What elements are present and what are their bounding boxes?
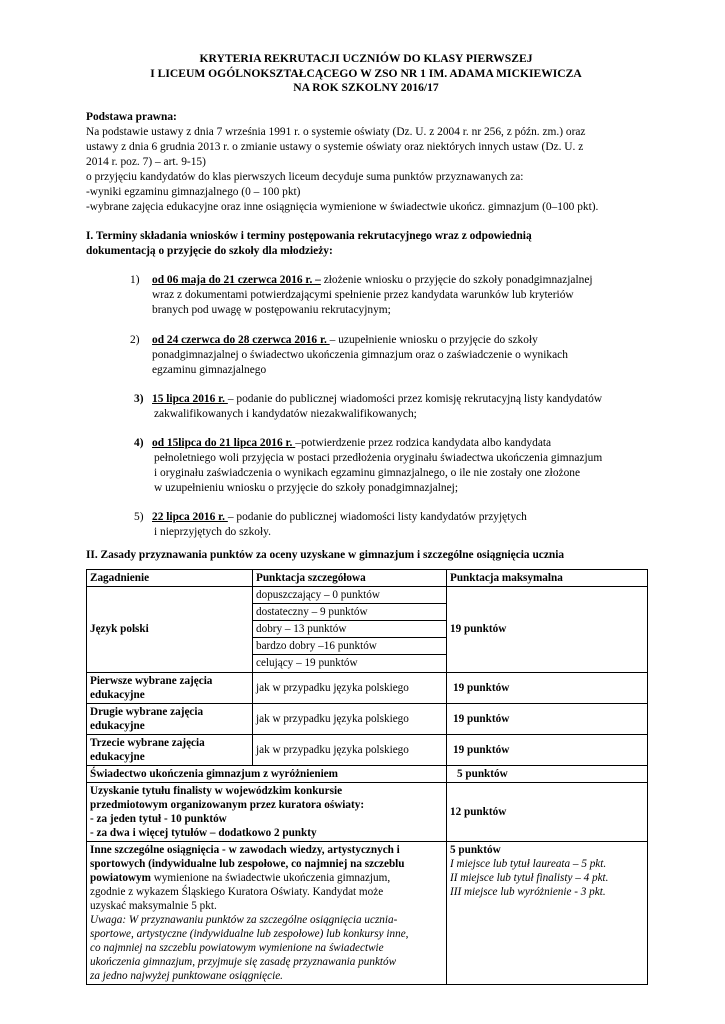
polish-label: Język polski bbox=[87, 586, 253, 672]
grade-item: celujący – 19 punktów bbox=[256, 656, 358, 669]
item-text: branych pod uwagę w postępowaniu rekrutacyjnym; bbox=[152, 303, 391, 316]
other-plain-fragment: wymienione na świadectwie ukończenia gimnazjum, bbox=[150, 871, 391, 884]
section-2-heading: II. Zasady przyznawania punktów za oceny uzyskane w gimnazjum i szczególne osiągnięcia ucznia bbox=[86, 548, 565, 561]
legal-basis-line: Na podstawie ustawy z dnia 7 września 1991 r. o systemie oświaty (Dz. U. z 2004 r. nr 256, z późn. zm.) oraz bbox=[86, 125, 586, 138]
note-line: co najmniej na szczeblu powiatowym wymienione na świadectwie bbox=[90, 941, 384, 954]
title-line-2: I LICEUM OGÓLNOKSZTAŁCĄCEGO W ZSO NR 1 IM. ADAMA MICKIEWICZA bbox=[150, 66, 582, 80]
item-text: w uzupełnieniu wniosku o przyjęcie do szkoły ponadgimnazjalnej; bbox=[154, 481, 458, 494]
item-date: od 24 czerwca do 28 czerwca 2016 r. bbox=[152, 333, 330, 346]
deadline-item-3 bbox=[86, 392, 646, 422]
item-text: – uzupełnienie wniosku o przyjęcie do szkoły bbox=[329, 333, 538, 346]
subject-max: 19 punktów bbox=[447, 672, 648, 703]
legal-basis-line: -wyniki egzaminu gimnazjalnego (0 – 100 pkt) bbox=[86, 185, 301, 198]
document-title bbox=[86, 52, 646, 96]
note-line: Uwaga: W przyznawaniu punktów za szczególne osiągnięcia ucznia- bbox=[90, 913, 398, 926]
subject-max: 19 punktów bbox=[447, 703, 648, 734]
item-date: od 15lipca do 21 lipca 2016 r. bbox=[152, 436, 296, 449]
legal-basis-line: o przyjęciu kandydatów do klas pierwszych liceum decyduje suma punktów przyznawanych za: bbox=[86, 170, 524, 183]
subject-detail: jak w przypadku języka polskiego bbox=[253, 734, 447, 765]
other-line bbox=[90, 871, 443, 885]
subject-detail: jak w przypadku języka polskiego bbox=[253, 672, 447, 703]
table-row-polish bbox=[87, 586, 648, 672]
item-text: egzaminu gimnazjalnego bbox=[152, 363, 267, 376]
item-text: –potwierdzenie przez rodzica kandydata albo kandydata bbox=[295, 436, 552, 449]
grade-item: dobry – 13 punktów bbox=[253, 621, 446, 638]
other-achievements-points bbox=[447, 841, 648, 984]
section-1-heading-line: I. Terminy składania wniosków i terminy postępowania rekrutacyjnego wraz z odpowiednią bbox=[86, 229, 532, 242]
polish-grades bbox=[253, 586, 447, 672]
other-line: zgodnie z wykazem Śląskiego Kuratora Oświaty. Kandydat może bbox=[90, 885, 384, 898]
legal-basis-line: 2014 r. poz. 7) – art. 9-15) bbox=[86, 155, 206, 168]
place-line: III miejsce lub wyróżnienie - 3 pkt. bbox=[450, 885, 606, 898]
item-date: od 06 maja do 21 czerwca 2016 r. – bbox=[152, 273, 321, 286]
deadline-item-4 bbox=[86, 436, 646, 496]
item-number: 5) bbox=[134, 510, 144, 523]
subject-detail: jak w przypadku języka polskiego bbox=[253, 703, 447, 734]
item-text: złożenie wniosku o przyjęcie do szkoły ponadgimnazjalnej bbox=[320, 273, 593, 286]
grade-item: bardzo dobry –16 punktów bbox=[253, 638, 446, 655]
header-cell: Punktacja szczegółowa bbox=[253, 569, 447, 586]
other-line: uzyskać maksymalnie 5 pkt. bbox=[90, 899, 217, 912]
legal-basis-heading: Podstawa prawna: bbox=[86, 110, 177, 123]
finalist-line: - za jeden tytuł - 10 punktów bbox=[90, 812, 227, 825]
subject-max: 19 punktów bbox=[447, 734, 648, 765]
item-date: 22 lipca 2016 r. bbox=[152, 510, 228, 523]
item-number: 1) bbox=[130, 273, 140, 286]
item-number: 3) bbox=[134, 392, 144, 405]
note-line: ukończenia gimnazjum, przyjmuje się zasadę przyznawania punktów bbox=[90, 955, 397, 968]
legal-basis-line: ustawy z dnia 6 grudnia 2013 r. o zmianie ustawy o systemie oświaty oraz niektórych innych ustaw (Dz. U. z bbox=[86, 140, 584, 153]
item-date: 15 lipca 2016 r. bbox=[152, 392, 228, 405]
honors-max: 5 punktów bbox=[447, 765, 648, 782]
table-row-other-achievements bbox=[87, 841, 648, 984]
table-row-subject bbox=[87, 672, 648, 703]
finalist-line: - za dwa i więcej tytułów – dodatkowo 2 punkty bbox=[90, 826, 317, 839]
other-bold-fragment: powiatowym bbox=[90, 871, 151, 884]
other-line: sportowych (indywidualne lub zespołowe, co najmniej na szczeblu bbox=[90, 857, 405, 870]
item-text: ponadgimnazjalnej o świadectwo ukończenia gimnazjum oraz o zaświadczenie o wynikach bbox=[152, 348, 568, 361]
other-achievements-text bbox=[87, 841, 447, 984]
honors-label: Świadectwo ukończenia gimnazjum z wyróżnieniem bbox=[87, 765, 447, 782]
table-row-honors bbox=[87, 765, 648, 782]
item-text: pełnoletniego woli przyjęcia w postaci przedłożenia oryginału świadectwa ukończenia gimnazjum bbox=[154, 451, 603, 464]
grade-item: dostateczny – 9 punktów bbox=[253, 604, 446, 621]
legal-basis bbox=[86, 110, 646, 215]
header-cell: Punktacja maksymalna bbox=[447, 569, 648, 586]
table-row-subject bbox=[87, 734, 648, 765]
item-text: i nieprzyjętych do szkoły. bbox=[154, 525, 271, 538]
finalist-max: 12 punktów bbox=[447, 782, 648, 841]
place-line: I miejsce lub tytuł laureata – 5 pkt. bbox=[450, 857, 607, 870]
deadline-item-5 bbox=[86, 510, 646, 540]
item-text: wraz z dokumentami potwierdzającymi spełnienie przez kandydata warunków lub kryteriów bbox=[152, 288, 574, 301]
section-1-heading-line: dokumentacją o przyjęcie do szkoły dla młodzieży: bbox=[86, 244, 333, 257]
item-number: 4) bbox=[134, 436, 144, 449]
subject-label: Pierwsze wybrane zajęcia edukacyjne bbox=[87, 672, 253, 703]
finalist-text bbox=[87, 782, 447, 841]
subject-label: Drugie wybrane zajęcia edukacyjne bbox=[87, 703, 253, 734]
polish-max: 19 punktów bbox=[447, 586, 648, 672]
finalist-line: przedmiotowym organizowanym przez kuratora oświaty: bbox=[90, 798, 365, 811]
legal-basis-line: -wybrane zajęcia edukacyjne oraz inne osiągnięcia wymienione w świadectwie ukończ. gimnazjum (0–100 pkt). bbox=[86, 200, 599, 213]
points-table bbox=[86, 569, 648, 985]
title-line-1: KRYTERIA REKRUTACJI UCZNIÓW DO KLASY PIERWSZEJ bbox=[199, 52, 533, 65]
section-1-heading bbox=[86, 229, 646, 259]
header-cell: Zagadnienie bbox=[87, 569, 253, 586]
title-line-3: NA ROK SZKOLNY 2016/17 bbox=[293, 81, 439, 94]
table-header-row bbox=[87, 569, 648, 586]
deadline-item-2 bbox=[86, 333, 646, 378]
document-page bbox=[86, 52, 646, 985]
other-line: Inne szczególne osiągnięcia - w zawodach wiedzy, artystycznych i bbox=[90, 843, 400, 856]
item-number: 2) bbox=[130, 333, 140, 346]
item-text: – podanie do publicznej wiadomości listy kandydatów przyjętych bbox=[227, 510, 527, 523]
place-line: II miejsce lub tytuł finalisty – 4 pkt. bbox=[450, 871, 609, 884]
note-line: sportowe, artystyczne (indywidualne lub zespołowe) lub konkursy inne, bbox=[90, 927, 409, 940]
item-text: i oryginału zaświadczenia o wynikach egzaminu gimnazjalnego, o ile nie zostały one złożone bbox=[154, 466, 581, 479]
deadline-item-1 bbox=[86, 273, 646, 318]
other-max: 5 punktów bbox=[450, 843, 501, 856]
table-row-subject bbox=[87, 703, 648, 734]
item-text: – podanie do publicznej wiadomości przez komisję rekrutacyjną listy kandydatów bbox=[227, 392, 603, 405]
finalist-line: Uzyskanie tytułu finalisty w wojewódzkim konkursie bbox=[90, 784, 343, 797]
table-row-finalist bbox=[87, 782, 648, 841]
note-line: za jedno najwyżej punktowane osiągnięcie. bbox=[90, 969, 283, 982]
grade-item: dopuszczający – 0 punktów bbox=[253, 587, 446, 604]
item-text: zakwalifikowanych i kandydatów niezakwalifikowanych; bbox=[154, 407, 417, 420]
subject-label: Trzecie wybrane zajęcia edukacyjne bbox=[87, 734, 253, 765]
